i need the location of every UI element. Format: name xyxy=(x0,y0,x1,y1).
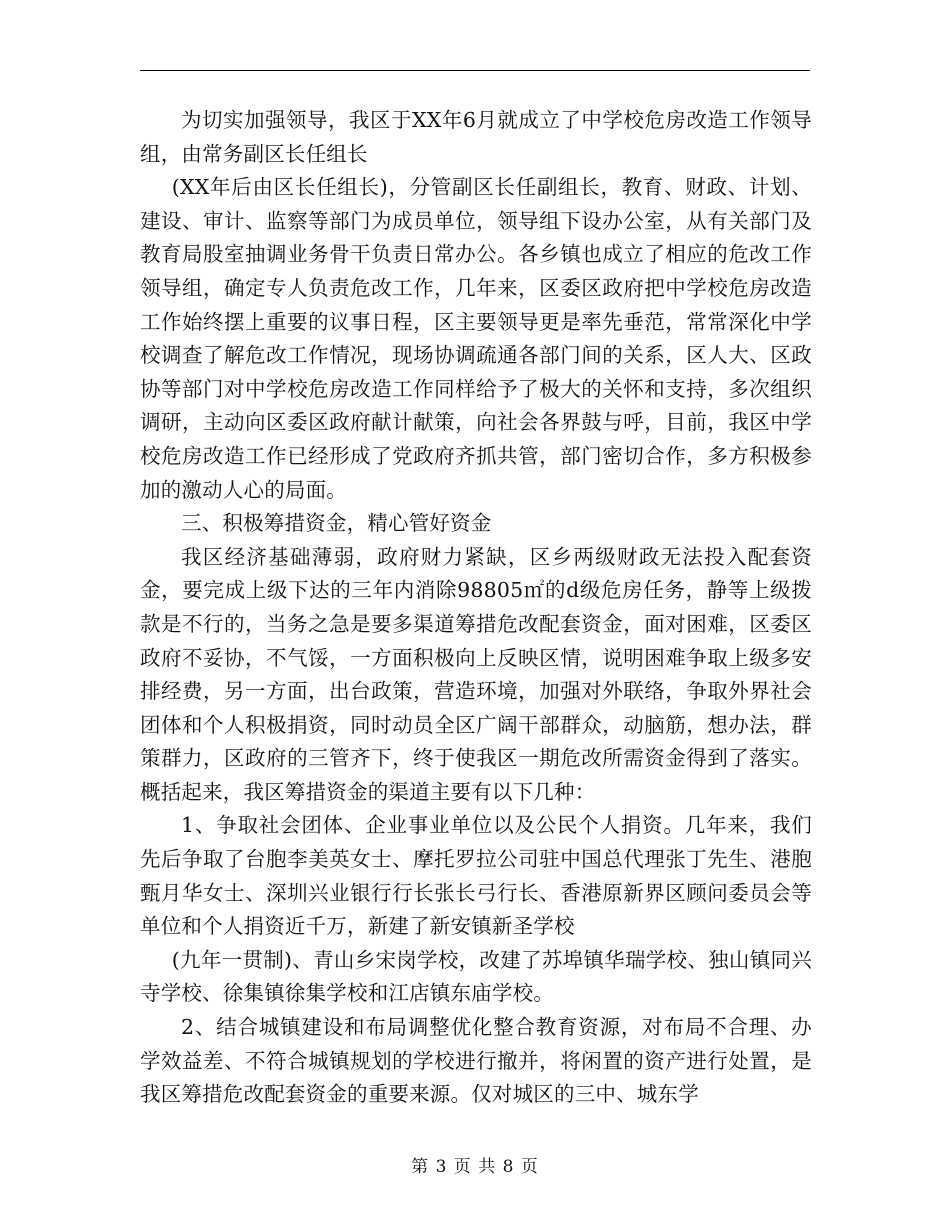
paragraph: 为切实加强领导，我区于XX年6月就成立了中学校危房改造工作领导组，由常务副区长任组长 xyxy=(140,108,812,166)
paragraph: (XX年后由区长任组长)，分管副区长任副组长，教育、财政、计划、建设、审计、监察等部门为成员单位，领导组下设办公室，从有关部门及教育局股室抽调业务骨干负责日常办公。各乡镇也成立了相应的危改工作领导组，确定专人负责危改工作，几年来，区委区政府把中学校危房改造工作始终摆上重要的议事日程，区主要领导更是率先垂范，常常深化中学校调查了解危改工作情况，现场协调疏通各部门间的关系，区人大、区政协等部门对中学校危房改造工作同样给予了极大的关怀和支持，多次组织调研，主动向区委区政府献计献策，向社会各界鼓与呼，目前，我区中学校危房改造工作已经形成了党政府齐抓共管，部门密切合作，多方积极参加的激动人心的局面。 xyxy=(140,175,812,502)
paragraph: 2、结合城镇建设和布局调整优化整合教育资源，对布局不合理、办学效益差、不符合城镇规划的学校进行撤并，将闲置的资产进行处置，是我区筹措危改配套资金的重要来源。仅对城区的三中、城东学 xyxy=(140,1015,812,1107)
paragraph: (九年一贯制)、青山乡宋岗学校，改建了苏埠镇华瑞学校、独山镇同兴寺学校、徐集镇徐集学校和江店镇东庙学校。 xyxy=(140,947,812,1006)
header-rule xyxy=(140,70,810,71)
paragraph: 我区经济基础薄弱，政府财力紧缺，区乡两级财政无法投入配套资金，要完成上级下达的三年内消除98805㎡的d级危房任务，静等上级拨款是不行的，当务之急是要多渠道筹措危改配套资金，面对困难，区委区政府不妥协，不气馁，一方面积极向上反映区情，说明困难争取上级多安排经费，另一方面，出台政策，营造环境，加强对外联络，争取外界社会团体和个人积极捐资，同时动员全区广阔干部群众，动脑筋，想办法，群策群力，区政府的三管齐下，终于使我区一期危改所需资金得到了落实。概括起来，我区筹措资金的渠道主要有以下几种： xyxy=(140,544,812,804)
paragraph: 1、争取社会团体、企业事业单位以及公民个人捐资。几年来，我们先后争取了台胞李美英女士、摩托罗拉公司驻中国总代理张丁先生、港胞甄月华女士、深圳兴业银行行长张长弓行长、香港原新界区顾问委员会等单位和个人捐资近千万，新建了新安镇新圣学校 xyxy=(140,813,812,939)
page-number-footer: 第 3 页 共 8 页 xyxy=(411,1157,539,1177)
document-body xyxy=(140,104,812,1112)
section-heading: 三、积极筹措资金，精心管好资金 xyxy=(181,511,492,536)
